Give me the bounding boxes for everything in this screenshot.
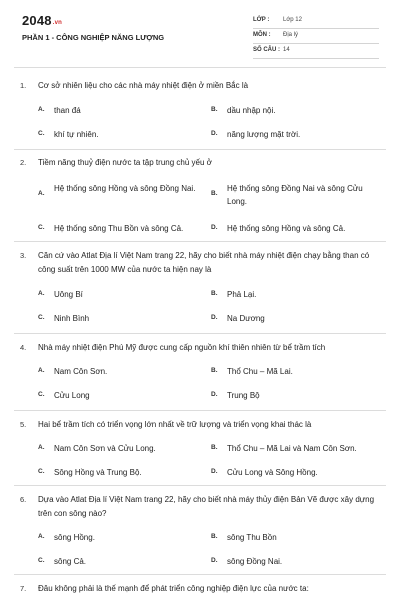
- option-letter: C.: [38, 314, 45, 321]
- option-text[interactable]: năng lượng mặt trời.: [227, 130, 301, 139]
- option-letter: D.: [211, 224, 218, 231]
- site-logo[interactable]: [22, 13, 62, 28]
- option-text[interactable]: Thổ Chu – Mã Lai.: [227, 367, 293, 376]
- question-text: Dựa vào Atlat Địa lí Việt Nam trang 22, hãy cho biết nhà máy thủy điện Bản Vẽ được xây dựng trên con sông nào?: [38, 495, 375, 518]
- section-title: PHẦN 1 - CÔNG NGHIỆP NĂNG LƯỢNG: [22, 33, 165, 42]
- option-text[interactable]: Uông Bí: [54, 290, 83, 299]
- meta-label: SỐ CÂU :: [253, 47, 280, 53]
- question-text: Nhà máy nhiệt điện Phú Mỹ được cung cấp nguồn khí thiên nhiên từ bể trầm tích: [38, 343, 326, 352]
- question-number: 1.: [20, 81, 27, 90]
- question-number: 6.: [20, 495, 27, 504]
- meta-grade: [253, 13, 379, 29]
- option-letter: C.: [38, 468, 45, 475]
- divider: [14, 333, 386, 334]
- meta-subject: [253, 28, 379, 44]
- option-letter: D.: [211, 314, 218, 321]
- option-letter: B.: [211, 190, 218, 197]
- option-text[interactable]: than đá: [54, 106, 81, 115]
- meta-label: LỚP :: [253, 17, 270, 23]
- option-text[interactable]: Phả Lại.: [227, 290, 257, 299]
- question-number: 4.: [20, 343, 27, 352]
- option-letter: B.: [211, 106, 218, 113]
- option-letter: D.: [211, 468, 218, 475]
- logo-text: 2048: [22, 13, 52, 28]
- option-letter: C.: [38, 224, 45, 231]
- option-text[interactable]: Cửu Long: [54, 391, 90, 400]
- divider: [14, 67, 386, 68]
- meta-question-count: [253, 43, 379, 59]
- option-letter: A.: [38, 190, 45, 197]
- meta-value: 14: [283, 47, 290, 53]
- logo-suffix: .vn: [52, 20, 63, 26]
- question-text: Hai bể trầm tích có triển vọng lớn nhất về trữ lượng và triển vọng khai thác là: [38, 420, 312, 429]
- question-text: Cơ sở nhiên liệu cho các nhà máy nhiệt điện ở miền Bắc là: [38, 81, 249, 90]
- option-letter: B.: [211, 367, 218, 374]
- meta-label: MÔN :: [253, 32, 271, 38]
- question-number: 2.: [20, 158, 27, 167]
- option-letter: A.: [38, 290, 45, 297]
- option-letter: A.: [38, 106, 45, 113]
- option-letter: B.: [211, 290, 218, 297]
- option-text[interactable]: sông Đồng Nai.: [227, 557, 283, 566]
- question-number: 3.: [20, 251, 27, 260]
- option-text[interactable]: sông Hồng.: [54, 533, 95, 542]
- option-text[interactable]: Hệ thống sông Đồng Nai và sông Cửu Long.: [227, 184, 363, 206]
- option-letter: C.: [38, 130, 45, 137]
- option-text[interactable]: Hệ thống sông Thu Bồn và sông Cả.: [54, 224, 184, 233]
- option-letter: A.: [38, 367, 45, 374]
- meta-value: Lớp 12: [283, 17, 302, 23]
- option-letter: D.: [211, 557, 218, 564]
- divider: [14, 149, 386, 150]
- meta-value: Địa lý: [283, 32, 299, 38]
- divider: [14, 241, 386, 242]
- option-letter: A.: [38, 444, 45, 451]
- option-letter: C.: [38, 557, 45, 564]
- option-text[interactable]: Hệ thống sông Hồng và sông Đồng Nai.: [54, 184, 196, 193]
- option-text[interactable]: khí tự nhiên.: [54, 130, 99, 139]
- option-letter: C.: [38, 391, 45, 398]
- option-text[interactable]: Nam Côn Sơn và Cửu Long.: [54, 444, 156, 453]
- option-text[interactable]: Nam Côn Sơn.: [54, 367, 108, 376]
- option-text[interactable]: Na Dương: [227, 314, 265, 323]
- option-letter: B.: [211, 444, 218, 451]
- option-letter: B.: [211, 533, 218, 540]
- question-text: Đâu không phải là thế mạnh để phát triển công nghiệp điện lực của nước ta:: [38, 584, 309, 593]
- option-text[interactable]: Sông Hồng và Trung Bộ.: [54, 468, 142, 477]
- option-text[interactable]: Ninh Bình: [54, 314, 90, 323]
- option-text[interactable]: Trung Bộ: [227, 391, 260, 400]
- divider: [14, 574, 386, 575]
- option-text[interactable]: sông Thu Bồn: [227, 533, 277, 542]
- option-letter: D.: [211, 130, 218, 137]
- question-text: Tiềm năng thuỷ điện nước ta tập trung chủ yếu ở: [38, 158, 212, 167]
- question-text: Căn cứ vào Atlat Địa lí Việt Nam trang 22, hãy cho biết nhà máy nhiệt điện chạy bằng than có công suất trên 1000 MW của nước ta hiện nay là: [38, 251, 370, 274]
- option-letter: A.: [38, 533, 45, 540]
- divider: [14, 485, 386, 486]
- divider: [14, 410, 386, 411]
- question-number: 5.: [20, 420, 27, 429]
- option-text[interactable]: Hệ thống sông Hồng và sông Cả.: [227, 224, 346, 233]
- option-text[interactable]: sông Cả.: [54, 557, 87, 566]
- question-number: 7.: [20, 584, 27, 593]
- option-text[interactable]: Cửu Long và Sông Hồng.: [227, 468, 318, 477]
- option-letter: D.: [211, 391, 218, 398]
- option-text[interactable]: dầu nhập nội.: [227, 106, 276, 115]
- option-text[interactable]: Thổ Chu – Mã Lai và Nam Côn Sơn.: [227, 444, 357, 453]
- page-header: [0, 0, 400, 66]
